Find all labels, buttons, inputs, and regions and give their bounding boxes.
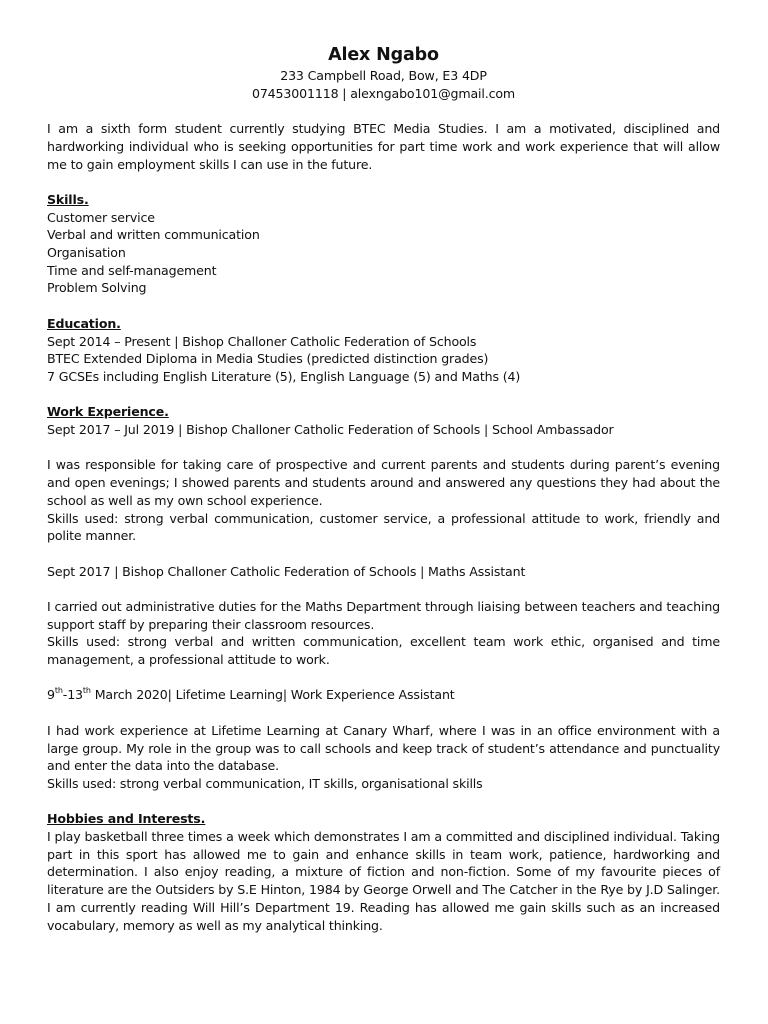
spacer xyxy=(47,669,720,687)
spacer xyxy=(47,386,720,404)
work-experience-heading: Work Experience. xyxy=(47,404,169,420)
ordinal-suffix: th xyxy=(82,686,91,696)
education-line: 7 GCSEs including English Literature (5), English Language (5) and Maths (4) xyxy=(47,368,521,384)
date-start: 9 xyxy=(47,687,55,703)
education-line: Sept 2014 – Present | Bishop Challoner Catholic Federation of Schools xyxy=(47,333,477,349)
ordinal-suffix: th xyxy=(54,686,63,696)
profile-summary: I am a sixth form student currently studying BTEC Media Studies. I am a motivated, disciplined and hardworking individual who is seeking opportunities for part time work and work experience that will allow me to gain employment skills I can use in the future. xyxy=(47,121,720,172)
education-line: BTEC Extended Diploma in Media Studies (predicted distinction grades) xyxy=(47,351,489,367)
job-skills-used: Skills used: strong verbal communication, customer service, a professional attitude to work, friendly and polite manner. xyxy=(47,510,720,544)
education-heading: Education. xyxy=(47,315,121,331)
job-title-line: Sept 2017 | Bishop Challoner Catholic Federation of Schools | Maths Assistant xyxy=(47,563,526,579)
spacer xyxy=(47,297,720,315)
address: 233 Campbell Road, Bow, E3 4DP xyxy=(280,68,487,83)
job-title-line: Sept 2017 – Jul 2019 | Bishop Challoner Catholic Federation of Schools | School Ambassador xyxy=(47,422,614,437)
skill-item: Organisation xyxy=(47,245,126,260)
job-description: I had work experience at Lifetime Learning at Canary Wharf, where I was in an office environment with a large group. My role in the group was to call schools and keep track of student’s attendance and punctuality and enter the data into the database. xyxy=(47,722,720,774)
spacer xyxy=(47,580,720,598)
spacer xyxy=(47,545,720,563)
job-title-rest: March 2020| Lifetime Learning| Work Experience Assistant xyxy=(90,687,455,703)
spacer xyxy=(47,439,720,457)
job-skills-used: Skills used: strong verbal and written communication, excellent team work ethic, organised and time management, a professional attitude to work. xyxy=(47,634,720,668)
job-title-line xyxy=(47,686,720,704)
skill-item: Time and self-management xyxy=(47,262,217,278)
hobbies-heading: Hobbies and Interests. xyxy=(47,811,206,827)
job-description: I carried out administrative duties for the Maths Department through liaising between teachers and teaching support staff by preparing their classroom resources. xyxy=(47,598,720,632)
skill-item: Verbal and written communication xyxy=(47,227,260,243)
job-skills-used: Skills used: strong verbal communication, IT skills, organisational skills xyxy=(47,775,483,791)
spacer xyxy=(47,793,720,811)
contact-details: 07453001118 | alexngabo101@gmail.com xyxy=(251,85,516,101)
hobbies-text: I play basketball three times a week which demonstrates I am a committed and disciplined individual. Taking part in this sport has allowed me to gain and enhance skills in team work, patience, hardworking and determination. I also enjoy reading, a mixture of fiction and non-fiction. Some of my favourite pieces of literature are the Outsiders by S.E Hinton, 1984 by George Orwell and The Catcher in the Rye by J.D Salinger. I am currently reading Will Hill’s Department 19. Reading has allowed me gain skills such as an increased vocabulary, memory as well as my analytical thinking. xyxy=(47,829,720,933)
job-description: I was responsible for taking care of prospective and current parents and students during parent’s evening and open evenings; I showed parents and students around and answered any questions they had about the school as well as my own school experience. xyxy=(47,457,720,508)
spacer xyxy=(47,704,720,722)
cv-document xyxy=(47,44,720,934)
spacer xyxy=(47,102,720,120)
candidate-name: Alex Ngabo xyxy=(328,45,439,65)
spacer xyxy=(47,173,720,191)
skill-item: Problem Solving xyxy=(47,280,147,296)
skill-item: Customer service xyxy=(47,209,155,225)
skills-heading: Skills. xyxy=(47,191,89,207)
date-end: -13 xyxy=(62,687,83,703)
